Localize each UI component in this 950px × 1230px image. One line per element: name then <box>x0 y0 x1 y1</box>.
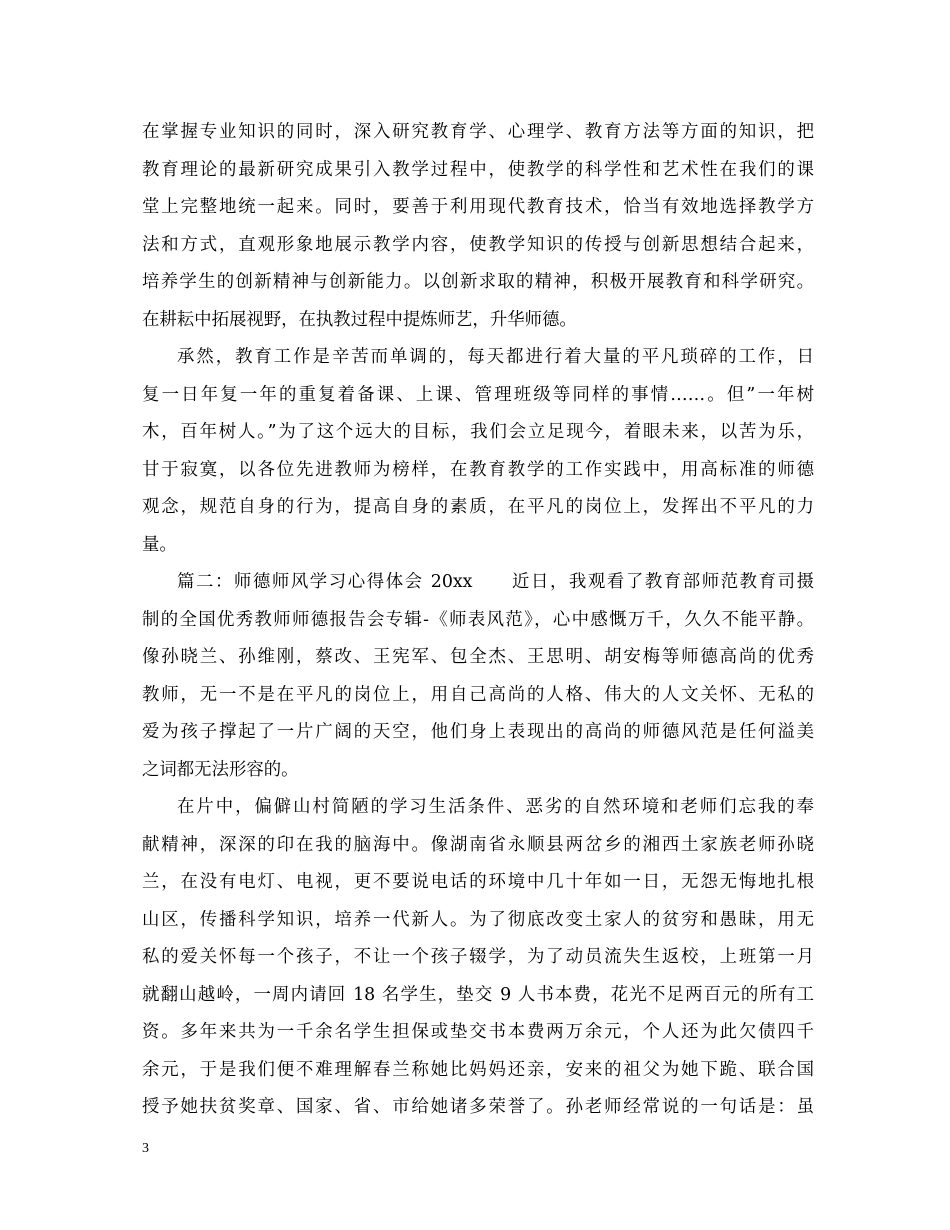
text-line: 教育理论的最新研究成果引入教学过程中，使教学的科学性和艺术性在我们的课 <box>142 159 814 180</box>
text-line: 之词都无法形容的。 <box>142 759 299 780</box>
text-line: 篇二：师德师风学习心得体会 20xx 近日，我观看了教育部师范教育司摄 <box>177 572 814 592</box>
text-line: 资。多年来共为一千余名学生担保或垫交书本费两万余元，个人还为此欠债四千 <box>142 1022 814 1042</box>
text-line: 余元，于是我们便不难理解春兰称她比妈妈还亲，安来的祖父为她下跪、联合国 <box>142 1059 814 1080</box>
text-line: 教师，无一不是在平凡的岗位上，用自己高尚的人格、伟大的人文关怀、无私的 <box>142 684 814 705</box>
text-line: 就翻山越岭，一周内请回 18 名学生，垫交 9 人书本费，花光不足两百元的所有工 <box>142 984 814 1005</box>
text-line: 授予她扶贫奖章、国家、省、市给她诸多荣誉了。孙老师经常说的一句话是：虽 <box>142 1097 814 1117</box>
text-line: 甘于寂寞，以各位先进教师为榜样，在教育教学的工作实践中，用高标准的师德 <box>142 459 814 480</box>
text-line: 像孙晓兰、孙维刚，蔡改、王宪军、包全杰、王思明、胡安梅等师德高尚的优秀 <box>142 647 814 667</box>
body-text <box>142 114 814 1127</box>
text-line: 在耕耘中拓展视野，在执教过程中提炼师艺，升华师德。 <box>142 309 577 330</box>
text-line: 山区，传播科学知识，培养一代新人。为了彻底改变土家人的贫穷和愚昧，用无 <box>142 909 814 930</box>
text-line: 献精神，深深的印在我的脑海中。像湖南省永顺县两岔乡的湘西土家族老师孙晓 <box>142 834 814 855</box>
text-line: 爱为孩子撑起了一片广阔的天空，他们身上表现出的高尚的师德风范是任何溢美 <box>142 722 814 742</box>
text-line: 量。 <box>142 534 177 555</box>
text-line: 制的全国优秀教师师德报告会专辑-《师表风范》，心中感慨万千，久久不能平静。 <box>142 609 814 630</box>
text-line: 兰，在没有电灯、电视，更不要说电话的环境中几十年如一日，无怨无悔地扎根 <box>142 872 814 892</box>
page-number: 3 <box>142 1141 149 1156</box>
text-line: 在掌握专业知识的同时，深入研究教育学、心理学、教育方法等方面的知识，把 <box>142 122 814 142</box>
text-line: 观念，规范自身的行为，提高自身的素质，在平凡的岗位上，发挥出不平凡的力 <box>142 497 814 517</box>
text-line: 木，百年树人。”为了这个远大的目标，我们会立足现今，着眼未来，以苦为乐， <box>142 422 814 442</box>
text-line: 承然，教育工作是辛苦而单调的，每天都进行着大量的平凡琐碎的工作，日 <box>177 347 814 367</box>
text-line: 复一日年复一年的重复着备课、上课、管理班级等同样的事情……。但”一年树 <box>142 384 814 405</box>
text-line: 在片中，偏僻山村简陋的学习生活条件、恶劣的自然环境和老师们忘我的奉 <box>177 797 814 817</box>
text-line: 培养学生的创新精神与创新能力。以创新求取的精神，积极开展教育和科学研究。 <box>142 272 814 292</box>
text-line: 法和方式，直观形象地展示教学内容，使教学知识的传授与创新思想结合起来， <box>142 234 814 255</box>
text-line: 私的爱关怀每一个孩子，不让一个孩子辍学，为了动员流失生返校，上班第一月 <box>142 947 814 967</box>
text-line: 堂上完整地统一起来。同时，要善于利用现代教育技术，恰当有效地选择教学方 <box>142 197 814 217</box>
